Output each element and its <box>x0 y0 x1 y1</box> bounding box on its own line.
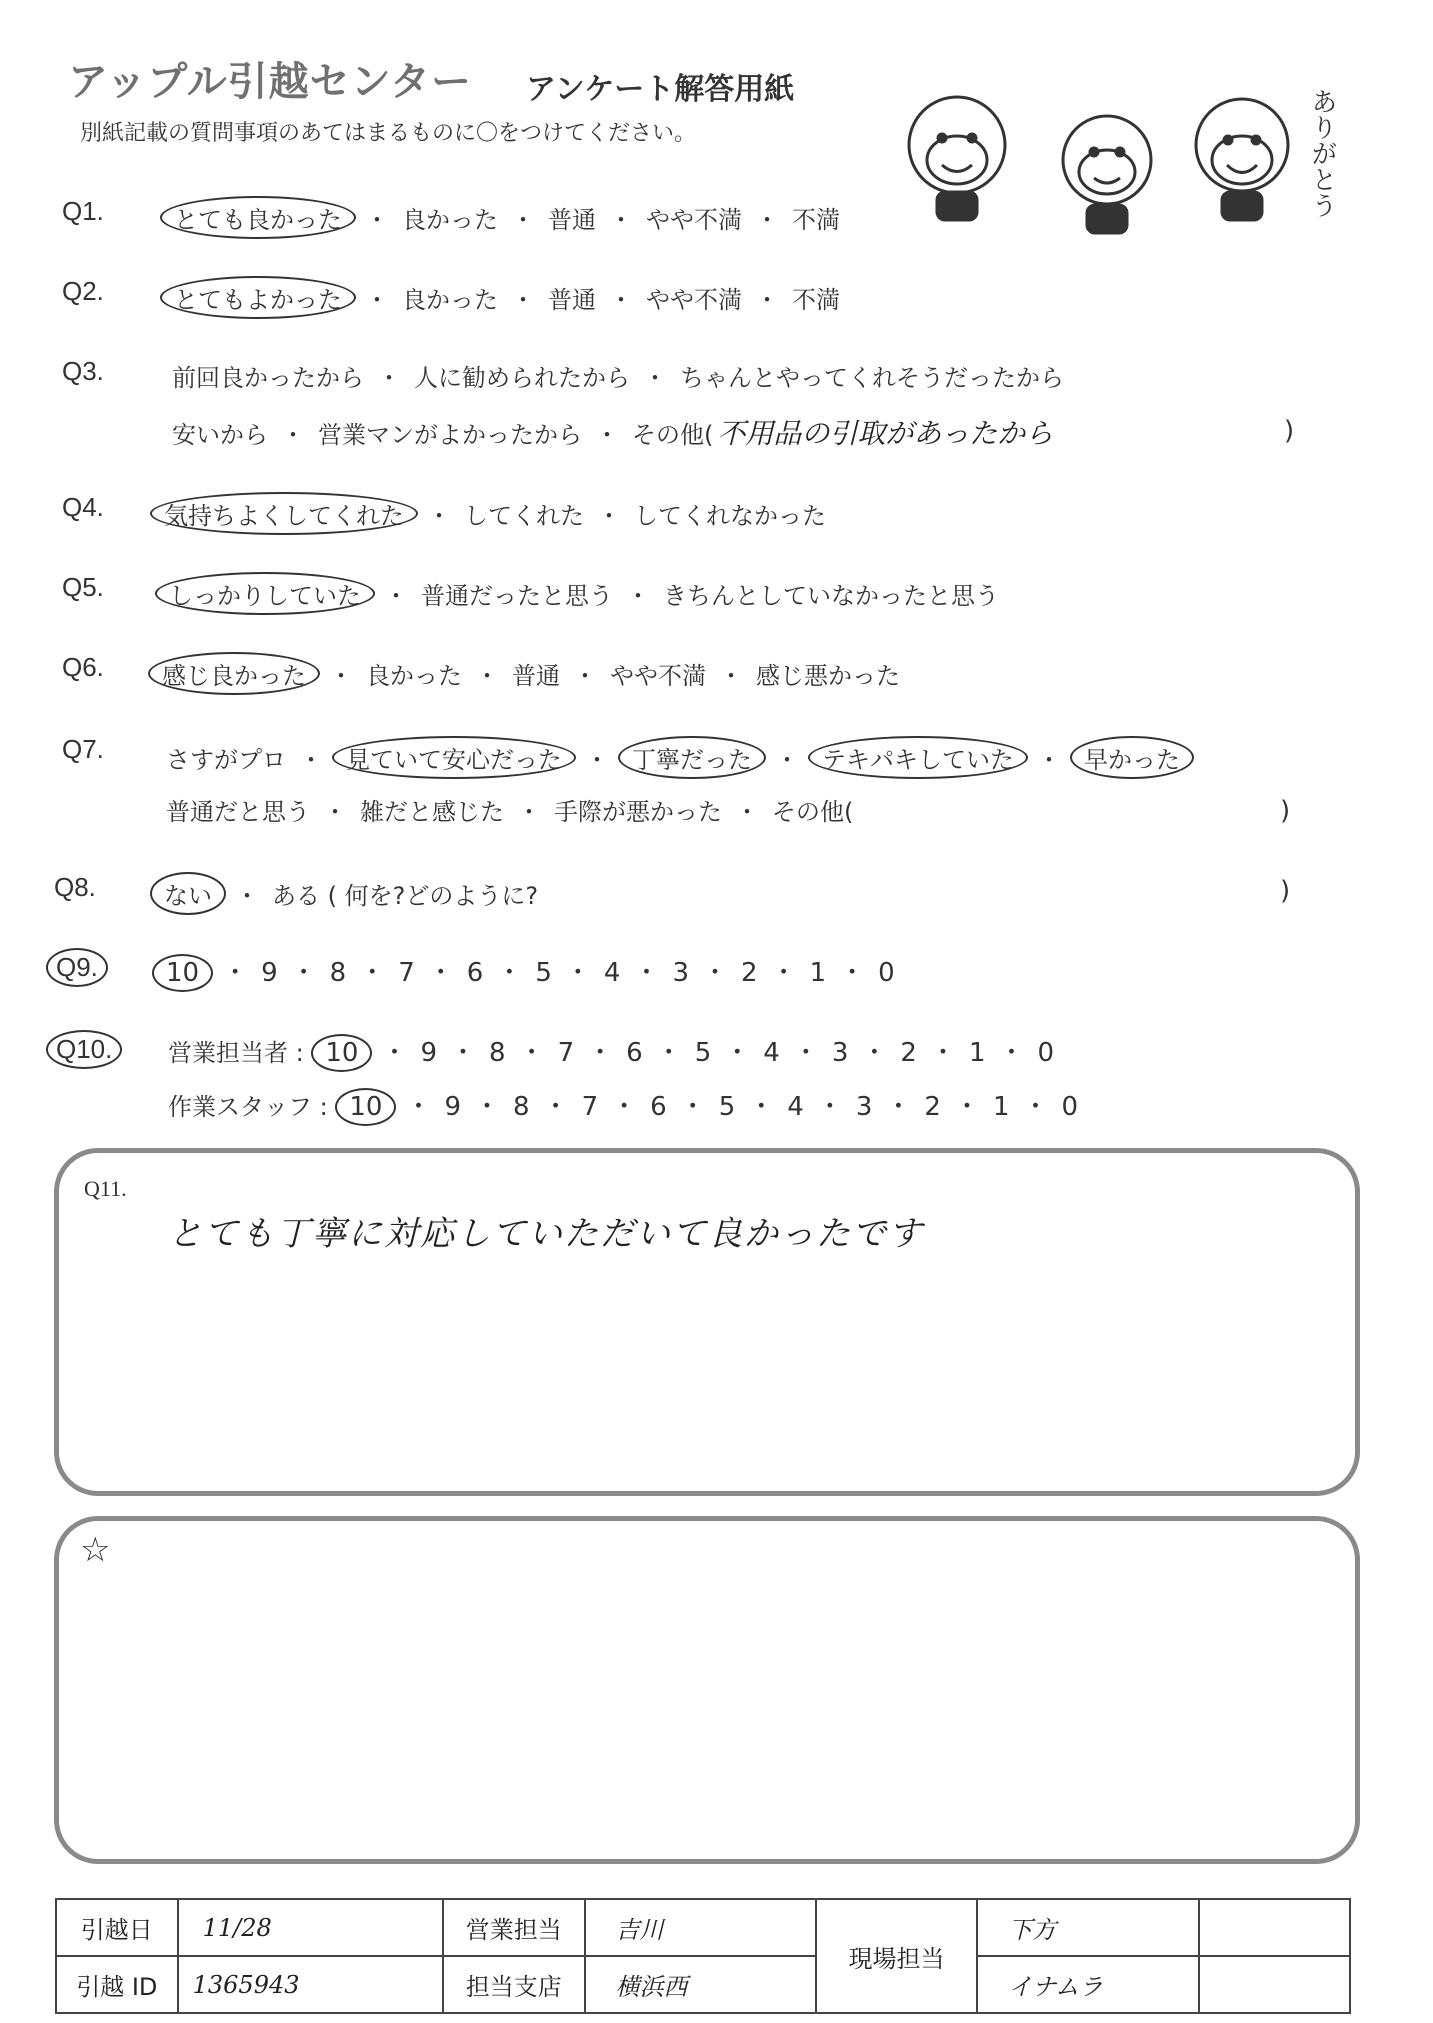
q10-sales-score-9[interactable]: 9 <box>420 1038 438 1068</box>
q2-option-dissatisfied[interactable]: 不満 <box>792 286 840 314</box>
q4-label: Q4. <box>62 492 104 522</box>
q10-staff-row: 作業スタッフ : 10 ・ 9 ・ 8 ・ 7 ・ 6 ・ 5 ・ 4 ・ 3 ・ 2 ・ 1 ・ 0 <box>168 1086 1082 1126</box>
q2-option-very-good[interactable]: とてもよかった <box>160 276 356 319</box>
q8-close-paren: ) <box>1280 876 1291 906</box>
q9-score-2[interactable]: 2 <box>741 958 758 988</box>
q7-option-clumsy[interactable]: 手際が悪かった <box>554 798 722 826</box>
q10-staff-score-10[interactable]: 10 <box>335 1088 396 1126</box>
sales-value: 吉川 <box>585 1899 816 1956</box>
q10-staff-score-2[interactable]: 2 <box>924 1092 941 1122</box>
branch-label: 担当支店 <box>443 1956 585 2013</box>
q10-staff-score-7[interactable]: 7 <box>581 1092 599 1122</box>
q10-sales-score-8[interactable]: 8 <box>489 1038 506 1068</box>
q1-option-normal[interactable]: 普通 <box>548 206 596 234</box>
q10-staff-score-1[interactable]: 1 <box>992 1092 1010 1122</box>
q5-options: しっかりしていた ・ 普通だったと思う ・ きちんとしていなかったと思う <box>155 572 1003 615</box>
q4-options: 気持ちよくしてくれた ・ してくれた ・ してくれなかった <box>150 492 830 535</box>
q7-options-line1: さすがプロ ・ 見ていて安心だった ・ 丁寧だった ・ テキパキしていた ・ 早かった <box>162 736 1194 779</box>
q10-sales-score-4[interactable]: 4 <box>763 1038 780 1068</box>
q3-other-answer: 不用品の引取があったから <box>717 417 1054 450</box>
q7-option-fast[interactable]: 早かった <box>1070 736 1194 779</box>
footer-empty-cell-1 <box>1199 1899 1350 1956</box>
q9-score-10[interactable]: 10 <box>152 954 213 992</box>
q7-option-professional[interactable]: さすがプロ <box>166 746 286 774</box>
q1-label: Q1. <box>62 196 104 226</box>
q6-option-pleasant[interactable]: 感じ良かった <box>148 652 320 695</box>
q11-answer: とても丁寧に対応していただいて良かったです <box>168 1214 924 1254</box>
q3-option-reliable[interactable]: ちゃんとやってくれそうだったから <box>680 364 1064 392</box>
q10-sales-score-0[interactable]: 0 <box>1037 1038 1055 1068</box>
q1-options: とても良かった ・ 良かった ・ 普通 ・ やや不満 ・ 不満 <box>160 196 844 239</box>
q9-score-5[interactable]: 5 <box>535 958 552 988</box>
q5-option-solid[interactable]: しっかりしていた <box>155 572 375 615</box>
q2-option-normal[interactable]: 普通 <box>548 286 596 314</box>
q2-option-somewhat-dissatisfied[interactable]: やや不満 <box>646 286 742 314</box>
q3-options-line2: 安いから ・ 営業マンがよかったから ・ その他( 不用品の引取があったから <box>168 412 1053 452</box>
q11-label: Q11. <box>84 1176 127 1201</box>
q3-options-line1: 前回良かったから ・ 人に勧められたから ・ ちゃんとやってくれそうだったから <box>168 358 1068 393</box>
q9-score-3[interactable]: 3 <box>672 958 690 988</box>
q9-label: Q9. <box>46 948 108 987</box>
q1-option-good[interactable]: 良かった <box>402 206 498 234</box>
q2-option-good[interactable]: 良かった <box>402 286 498 314</box>
q8-options: ない ・ ある ( 何を?どのように? <box>150 872 542 915</box>
q5-option-normal[interactable]: 普通だったと思う <box>421 582 613 610</box>
q3-close-paren: ) <box>1284 416 1295 446</box>
move-date-label: 引越日 <box>56 1899 178 1956</box>
q6-options: 感じ良かった ・ 良かった ・ 普通 ・ やや不満 ・ 感じ悪かった <box>148 652 904 695</box>
q10-sales-score-2[interactable]: 2 <box>900 1038 917 1068</box>
star-icon: ☆ <box>80 1530 111 1570</box>
site-staff-2: イナムラ <box>977 1956 1198 2013</box>
q4-option-did[interactable]: してくれた <box>464 502 584 530</box>
footer-info-table <box>55 1898 1351 2014</box>
q11-comment-box[interactable] <box>54 1148 1360 1496</box>
q10-staff-label: 作業スタッフ : <box>168 1093 328 1121</box>
site-staff-1: 下方 <box>977 1899 1198 1956</box>
q9-score-9[interactable]: 9 <box>261 958 278 988</box>
q8-option-some[interactable]: ある ( 何を?どのように? <box>272 882 539 910</box>
q10-staff-score-8[interactable]: 8 <box>513 1092 530 1122</box>
q6-label: Q6. <box>62 652 104 682</box>
q5-label: Q5. <box>62 572 104 602</box>
branch-value: 横浜西 <box>585 1956 816 2013</box>
q1-option-somewhat-dissatisfied[interactable]: やや不満 <box>646 206 742 234</box>
q10-sales-score-6[interactable]: 6 <box>626 1038 643 1068</box>
q10-sales-score-7[interactable]: 7 <box>557 1038 575 1068</box>
q4-option-pleasant[interactable]: 気持ちよくしてくれた <box>150 492 418 535</box>
q7-option-other[interactable]: その他( <box>772 798 854 826</box>
q10-sales-row: 営業担当者 : 10 ・ 9 ・ 8 ・ 7 ・ 6 ・ 5 ・ 4 ・ 3 ・ 2 ・ 1 ・ 0 <box>168 1032 1058 1072</box>
q6-option-somewhat-dissatisfied[interactable]: やや不満 <box>610 662 706 690</box>
q10-staff-score-9[interactable]: 9 <box>444 1092 462 1122</box>
q7-option-reassuring[interactable]: 見ていて安心だった <box>332 736 576 779</box>
monkey-icon <box>1196 99 1288 220</box>
move-date-value: 11/28 <box>178 1899 443 1956</box>
q6-option-unpleasant[interactable]: 感じ悪かった <box>756 662 900 690</box>
q8-option-none[interactable]: ない <box>150 872 226 915</box>
q9-score-7[interactable]: 7 <box>398 958 415 988</box>
q9-score-1[interactable]: 1 <box>809 958 827 988</box>
q10-sales-score-5[interactable]: 5 <box>694 1038 712 1068</box>
instruction-text: 別紙記載の質問事項のあてはまるものに〇をつけてください。 <box>80 121 697 146</box>
q9-score-6[interactable]: 6 <box>466 958 484 988</box>
move-id-label: 引越 ID <box>56 1956 178 2013</box>
q6-option-normal[interactable]: 普通 <box>512 662 560 690</box>
q10-sales-score-1[interactable]: 1 <box>968 1038 986 1068</box>
q7-option-efficient[interactable]: テキパキしていた <box>808 736 1028 779</box>
q9-score-8[interactable]: 8 <box>329 958 347 988</box>
q10-staff-score-0[interactable]: 0 <box>1061 1092 1079 1122</box>
q3-label: Q3. <box>62 356 104 386</box>
q10-label: Q10. <box>46 1030 122 1069</box>
q9-score-4[interactable]: 4 <box>603 958 621 988</box>
move-id-value: 1365943 <box>178 1956 443 2013</box>
q10-sales-label: 営業担当者 : <box>168 1039 304 1067</box>
q3-option-previous-good[interactable]: 前回良かったから <box>172 364 364 392</box>
q7-close-paren: ) <box>1280 796 1291 826</box>
star-comment-box[interactable] <box>54 1516 1360 1864</box>
q7-option-polite[interactable]: 丁寧だった <box>618 736 766 779</box>
q6-option-good[interactable]: 良かった <box>366 662 462 690</box>
q10-staff-score-4[interactable]: 4 <box>787 1092 804 1122</box>
company-name: アップル引越センター <box>68 59 472 105</box>
q3-option-recommended[interactable]: 人に勧められたから <box>414 364 630 392</box>
q5-option-not-proper[interactable]: きちんとしていなかったと思う <box>663 582 999 610</box>
q3-option-cheap[interactable]: 安いから <box>172 421 268 449</box>
monkey-mascots-illustration <box>882 60 1352 240</box>
q2-options: とてもよかった ・ 良かった ・ 普通 ・ やや不満 ・ 不満 <box>160 276 844 319</box>
site-label: 現場担当 <box>816 1899 977 2013</box>
q10-staff-score-3[interactable]: 3 <box>855 1092 873 1122</box>
q7-options-line2: 普通だと思う ・ 雑だと感じた ・ 手際が悪かった ・ その他( <box>162 792 857 827</box>
footer-empty-cell-2 <box>1199 1956 1350 2013</box>
q10-staff-score-5[interactable]: 5 <box>718 1092 736 1122</box>
q7-option-normal[interactable]: 普通だと思う <box>166 798 310 826</box>
form-title: アンケート解答用紙 <box>526 72 795 107</box>
q10-staff-score-6[interactable]: 6 <box>650 1092 667 1122</box>
q2-label: Q2. <box>62 276 104 306</box>
q1-option-very-good[interactable]: とても良かった <box>160 196 356 239</box>
q8-label: Q8. <box>54 872 96 902</box>
q10-sales-score-3[interactable]: 3 <box>831 1038 849 1068</box>
mascot-thanks-text: ありがとう <box>1307 88 1337 218</box>
q7-option-sloppy[interactable]: 雑だと感じた <box>360 798 504 826</box>
q10-sales-score-10[interactable]: 10 <box>311 1034 372 1072</box>
q3-option-other[interactable]: その他( <box>632 421 714 449</box>
q4-option-did-not[interactable]: してくれなかった <box>634 502 826 530</box>
monkey-icon <box>1063 116 1151 233</box>
q3-option-sales-good[interactable]: 営業マンがよかったから <box>318 421 582 449</box>
q9-scale: 10 ・ 9 ・ 8 ・ 7 ・ 6 ・ 5 ・ 4 ・ 3 ・ 2 ・ 1 ・ 0 <box>152 952 899 992</box>
q9-score-0[interactable]: 0 <box>878 958 895 988</box>
monkey-icon <box>909 97 1005 220</box>
q1-option-dissatisfied[interactable]: 不満 <box>792 206 840 234</box>
sales-label: 営業担当 <box>443 1899 585 1956</box>
q7-label: Q7. <box>62 734 104 764</box>
